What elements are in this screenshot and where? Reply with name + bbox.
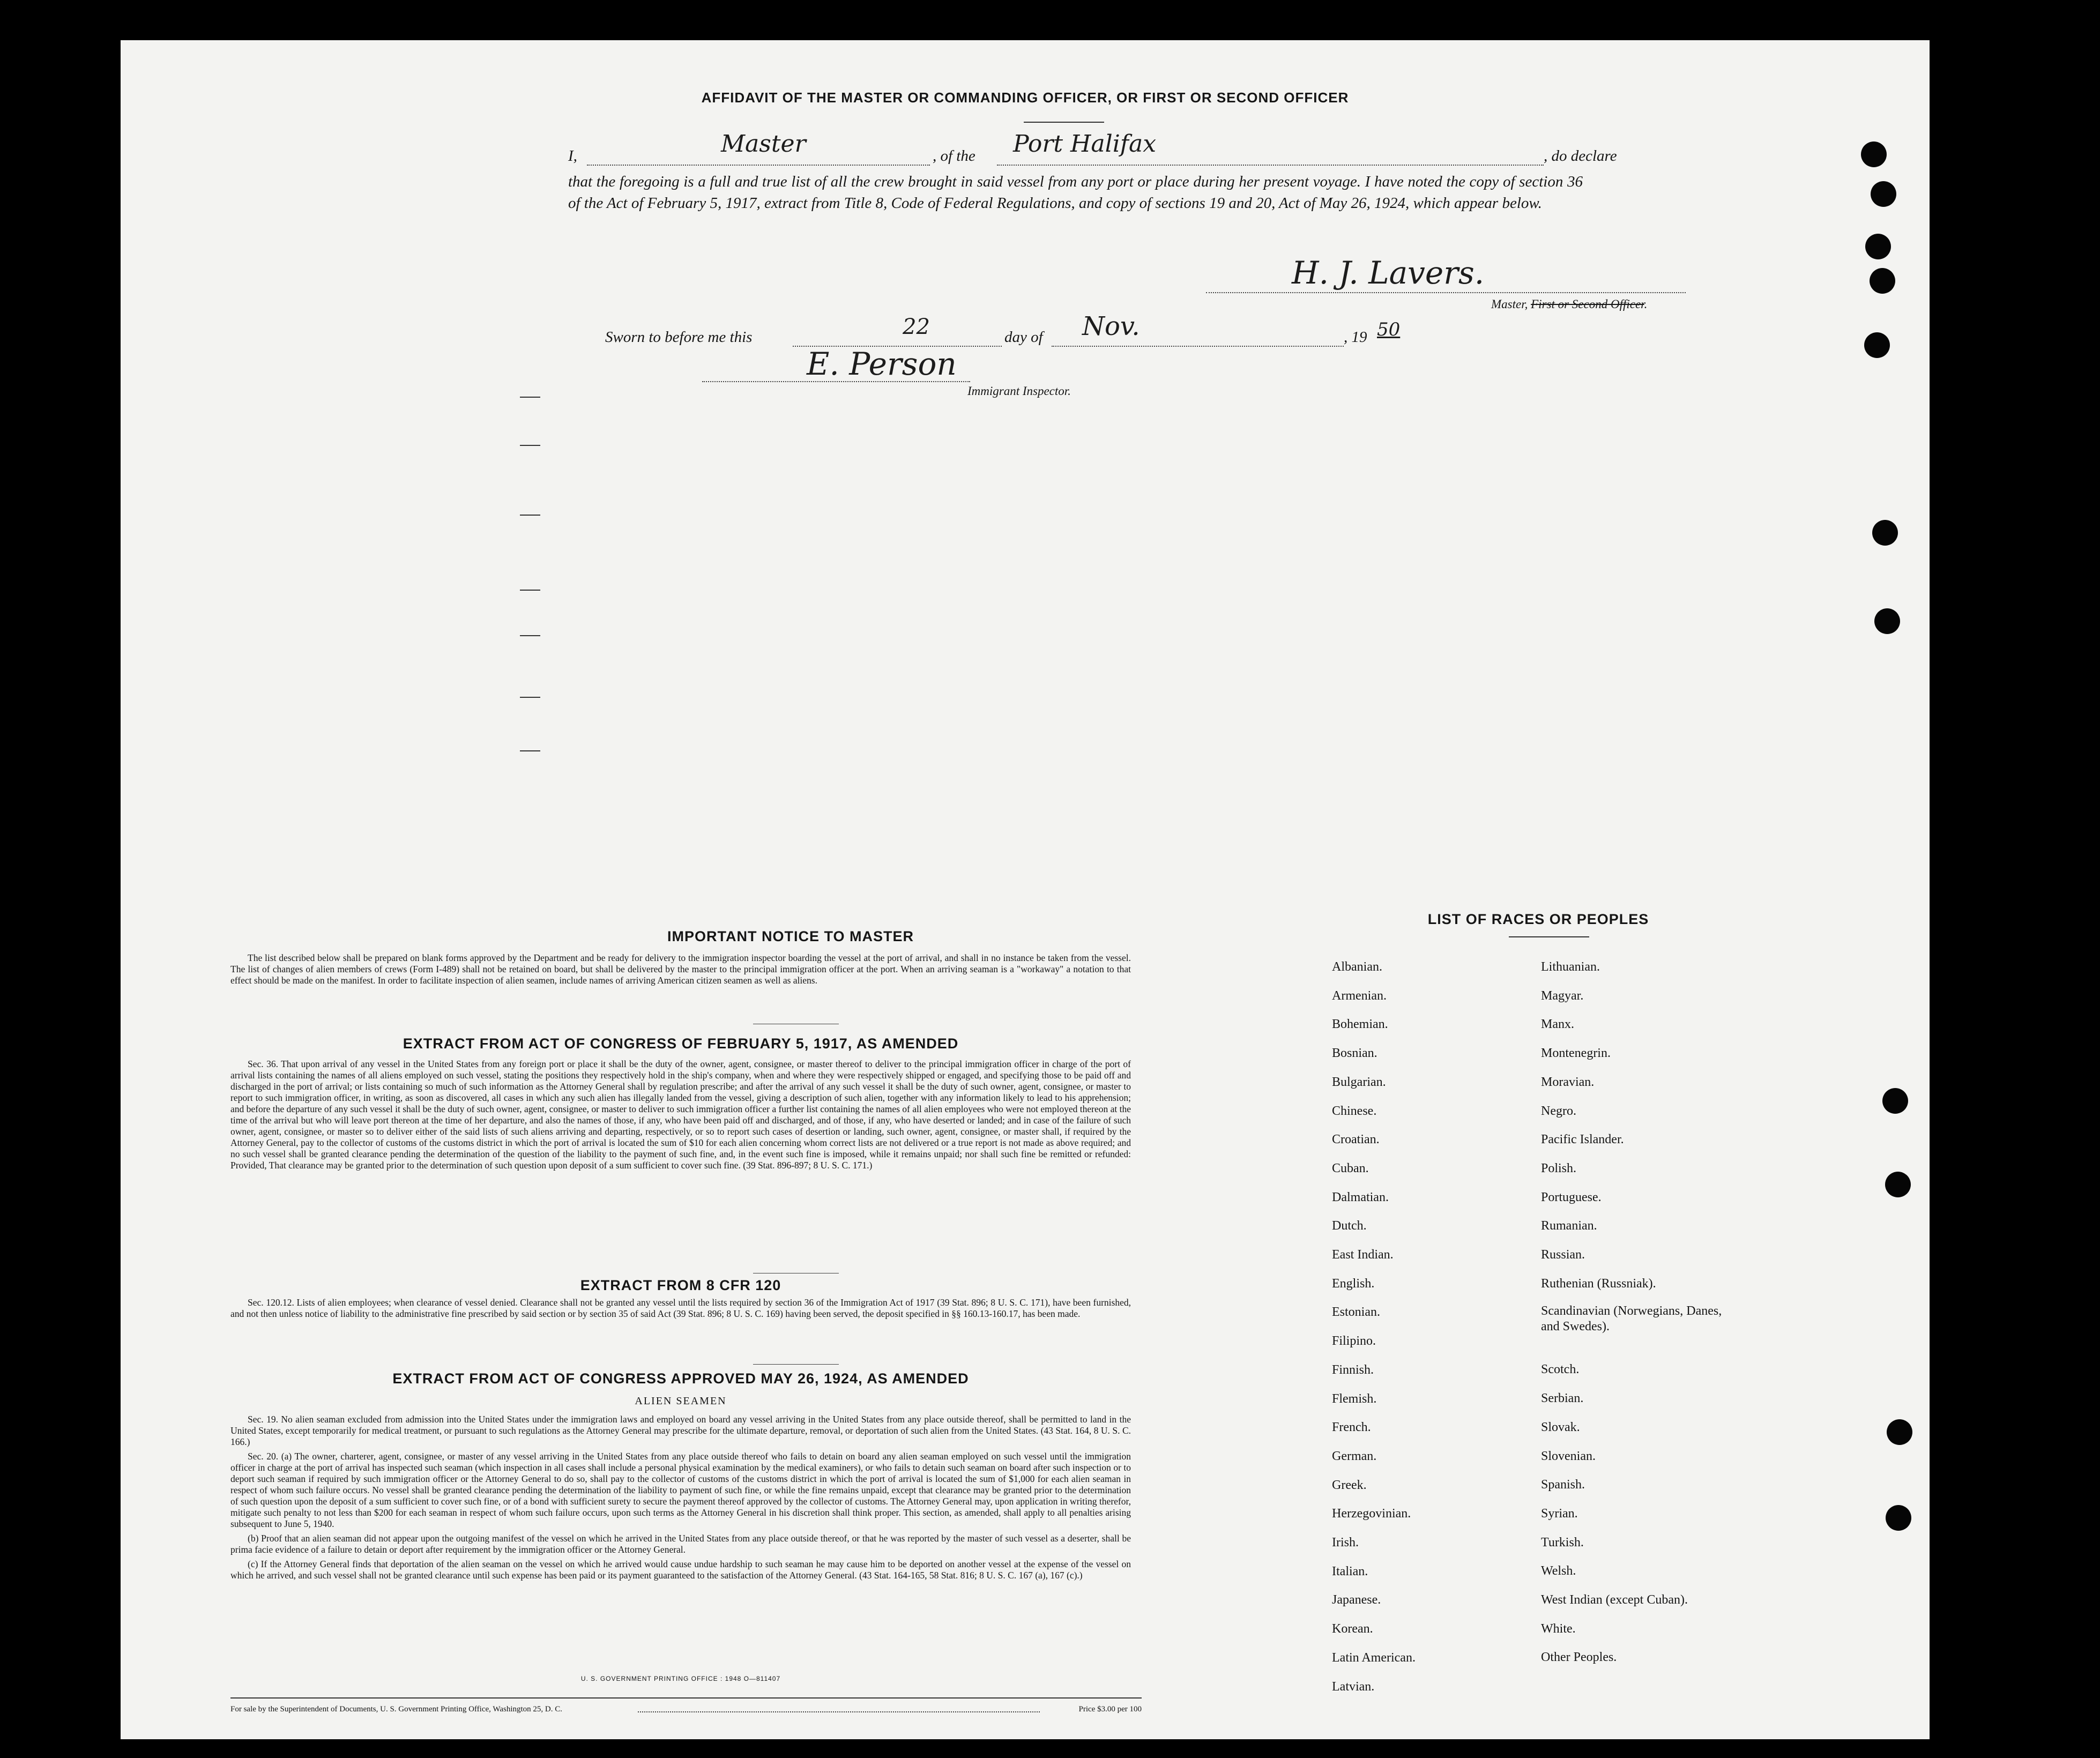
declaration-line <box>568 130 1694 170</box>
alien-seamen-subtitle: ALIEN SEAMEN <box>635 1395 727 1407</box>
master-caption: Master, First or Second Officer. <box>1491 297 1648 311</box>
race-item: Croatian. <box>1332 1133 1380 1147</box>
races-left-column <box>1332 953 1416 1701</box>
name-dots <box>587 165 930 166</box>
punch-hole <box>1874 608 1900 634</box>
races-title: LIST OF RACES OR PEOPLES <box>1427 911 1649 927</box>
race-item: Scandinavian (Norwegians, Danes, and Swedes). <box>1541 1304 1722 1334</box>
race-item: Italian. <box>1332 1564 1368 1578</box>
sec20b-body: (b) Proof that an alien seaman did not appear upon the outgoing manifest of the vessel on which he arrived in the United States from any place outside thereof, or that he was reported by the master of such vessel as a deserter, shall be prima facie evidence of a failure to detain or deport after requirement by the immigration officer or the Attorney General. <box>230 1533 1131 1555</box>
vessel-dots <box>997 165 1544 166</box>
inspector-dots <box>702 381 970 382</box>
margin-tick <box>520 750 540 751</box>
race-item: Bulgarian. <box>1332 1075 1386 1089</box>
race-item: Montenegrin. <box>1541 1046 1611 1061</box>
cfr-section <box>230 1297 1131 1323</box>
gpo-line: U. S. GOVERNMENT PRINTING OFFICE : 1948 O—811407 <box>580 1675 781 1682</box>
race-item: Dutch. <box>1332 1219 1367 1233</box>
footer-sale-text: For sale by the Superintendent of Documents, U. S. Government Printing Office, Washington 25, D. C. <box>230 1705 562 1714</box>
inspector-signature-block <box>702 346 1195 410</box>
punch-hole <box>1870 268 1895 294</box>
race-item: Moravian. <box>1541 1075 1595 1089</box>
race-item: Bohemian. <box>1332 1017 1388 1032</box>
race-item: Serbian. <box>1541 1391 1584 1406</box>
of-the-label: , of the <box>933 147 975 165</box>
vessel-name-handwriting: Port Halifax <box>1013 130 1157 158</box>
race-item: Negro. <box>1541 1104 1576 1118</box>
margin-tick <box>520 590 540 591</box>
race-item: Chinese. <box>1332 1104 1377 1118</box>
cfr-title: EXTRACT FROM 8 CFR 120 <box>580 1277 781 1293</box>
race-item: Cuban. <box>1332 1161 1369 1175</box>
race-item: East Indian. <box>1332 1248 1394 1262</box>
document-page <box>121 40 1930 1739</box>
punch-hole <box>1885 1172 1911 1197</box>
race-item: Japanese. <box>1332 1593 1381 1607</box>
notice-title: IMPORTANT NOTICE TO MASTER <box>667 928 914 944</box>
race-item: German. <box>1332 1449 1377 1463</box>
inspector-signature: E. Person <box>807 346 957 382</box>
race-item: Bosnian. <box>1332 1046 1377 1061</box>
sworn-label: Sworn to before me this <box>605 329 753 346</box>
race-item: West Indian (except Cuban). <box>1541 1593 1688 1607</box>
race-item: Irish. <box>1332 1536 1359 1550</box>
do-declare-label: , do declare <box>1544 147 1617 165</box>
inspector-caption: Immigrant Inspector. <box>967 384 1071 398</box>
affidavit-title: AFFIDAVIT OF THE MASTER OR COMMANDING OFFICER, OR FIRST OR SECOND OFFICER <box>701 90 1349 106</box>
race-item: Portuguese. <box>1541 1190 1602 1204</box>
race-item: Dalmatian. <box>1332 1190 1389 1204</box>
punch-hole <box>1872 520 1898 546</box>
sec20a-body: Sec. 20. (a) The owner, charterer, agent, consignee, or master of any vessel arriving in the United States from any place outside thereof who fails to detain on board any alien seaman employed on such vessel until the immigration officer in charge at the port of arrival has inspected such seaman (which inspection in all cases shall include a personal physical examination by the medical examiners), or who fails to detain such seaman on board after such inspection or to deport such seaman if required by such immigration officer or the Attorney General to do so, shall pay to the collector of customs of the customs district in which the port of arrival is located the sum of $1,000 for each alien seaman in respect of whom such failure occurs. No vessel shall be granted clearance pending the determination of the liability to payment of such fine, or while the fine remains unpaid, except that clearance may be granted prior to the determination of such question upon the deposit of a sum sufficient to cover such fine, or of a bond with sufficient surety to secure the payment thereof approved by the collector of customs. The Attorney General may, upon application in writing therefor, mitigate such penalty to not less than $200 for each seaman in respect of whom such failure occurs, upon such terms as the Attorney General in his discretion shall think proper. This section, as amended, shall apply to all penalties arising subsequent to June 5, 1940. <box>230 1451 1131 1529</box>
punch-hole <box>1865 234 1891 259</box>
margin-tick <box>520 635 540 636</box>
race-item: Filipino. <box>1332 1334 1376 1349</box>
declaration-body: that the foregoing is a full and true list of all the crew brought in said vessel from any port or place during her present voyage. I have noted the copy of section 36 of the Act of February 5, 1917, extract from Title 8, Code of Federal Regulations, and copy of sections 19 and 20, Act of May 26, 1924, which appear below. <box>568 173 1583 212</box>
race-item: White. <box>1541 1621 1576 1636</box>
margin-tick <box>520 697 540 698</box>
race-item: Slovak. <box>1541 1420 1580 1434</box>
extract-1924-title: EXTRACT FROM ACT OF CONGRESS APPROVED MAY 26, 1924, AS AMENDED <box>392 1370 969 1387</box>
race-item: Slovenian. <box>1541 1449 1596 1463</box>
signature-dots <box>1206 292 1686 293</box>
master-caption-text: Master, <box>1491 297 1528 311</box>
footer-dots <box>638 1711 1040 1712</box>
race-item: Estonian. <box>1332 1305 1380 1320</box>
title-rule <box>1024 122 1104 123</box>
sworn-day-handwriting: 22 <box>903 315 930 339</box>
race-item: Russian. <box>1541 1248 1585 1262</box>
race-item: Ruthenian (Russniak). <box>1541 1276 1656 1291</box>
sworn-month-handwriting: Nov. <box>1082 311 1140 341</box>
margin-tick <box>520 515 540 516</box>
extract-1924-section <box>230 1414 1131 1584</box>
race-item: Latvian. <box>1332 1679 1375 1694</box>
race-item: Polish. <box>1541 1161 1577 1175</box>
master-name-handwriting: Master <box>721 130 806 158</box>
race-item: Syrian. <box>1541 1506 1578 1521</box>
race-item: Scotch. <box>1541 1362 1580 1377</box>
race-item: Albanian. <box>1332 960 1382 974</box>
race-item: Rumanian. <box>1541 1219 1597 1233</box>
race-item: Magyar. <box>1541 988 1584 1003</box>
year-handwriting: 50 <box>1377 319 1401 340</box>
race-item: Flemish. <box>1332 1391 1377 1406</box>
margin-tick <box>520 445 540 446</box>
day-of-label: day of <box>1004 329 1043 346</box>
race-item: Latin American. <box>1332 1650 1416 1665</box>
race-item: English. <box>1332 1276 1375 1291</box>
punch-hole <box>1861 141 1887 167</box>
master-signature: H. J. Lavers. <box>1292 255 1485 291</box>
race-item: Other Peoples. <box>1541 1650 1617 1665</box>
races-rule <box>1509 936 1589 937</box>
race-item: Spanish. <box>1541 1478 1585 1492</box>
notice-section <box>230 952 1131 989</box>
race-item: Korean. <box>1332 1622 1373 1636</box>
punch-hole <box>1882 1088 1908 1114</box>
extract-1917-section <box>230 1059 1131 1174</box>
race-item: Manx. <box>1541 1017 1574 1032</box>
race-item: Lithuanian. <box>1541 960 1600 974</box>
extract-1917-title: EXTRACT FROM ACT OF CONGRESS OF FEBRUARY 5, 1917, AS AMENDED <box>403 1036 959 1052</box>
footer-rule <box>230 1697 1142 1699</box>
struck-officer-text: First or Second Officer <box>1531 297 1644 311</box>
race-item: Herzegovinian. <box>1332 1507 1411 1521</box>
races-right-column <box>1541 953 1734 1672</box>
master-signature-block <box>1206 255 1688 319</box>
sec19-body: Sec. 19. No alien seaman excluded from admission into the United States under the immigration laws and employed on board any vessel arriving in the United States from any place outside thereof, shall be permitted to land in the United States, except temporarily for medical treatment, or pursuant to such regulations as the Attorney General may prescribe for the ultimate departure, removal, or deportation of such alien from the United States. (43 Stat. 164, 8 U. S. C. 166.) <box>230 1414 1131 1447</box>
margin-tick <box>520 397 540 398</box>
race-item: Turkish. <box>1541 1535 1584 1550</box>
cfr-body: Sec. 120.12. Lists of alien employees; when clearance of vessel denied. Clearance shall not be granted any vessel until the lists required by section 36 of the Immigration Act of 1917 (39 Stat. 896; 8 U. S. C. 171), have been furnished, and not then unless notice of liability to the administrative fine prescribed by said section or by section 35 of said Act (39 Stat. 896; 8 U. S. C. 169) having been served, the deposit specified in §§ 160.13-160.17, has been made. <box>230 1297 1131 1319</box>
race-item: Pacific Islander. <box>1541 1133 1624 1147</box>
rule-cfr <box>753 1364 839 1365</box>
sec20c-body: (c) If the Attorney General finds that deportation of the alien seaman on the vessel on which he arrived would cause undue hardship to such seaman he may cause him to be deported on another vessel at the expense of the vessel on which he arrived, and such vessel shall not be granted clearance until such expense has been paid or its payment guaranteed to the satisfaction of the Attorney General. (43 Stat. 164-165, 58 Stat. 816; 8 U. S. C. 167 (a), 167 (c).) <box>230 1559 1131 1581</box>
footer-price: Price $3.00 per 100 <box>1078 1705 1142 1714</box>
punch-hole <box>1887 1419 1912 1445</box>
i-label: I, <box>568 147 577 165</box>
punch-hole <box>1886 1505 1911 1531</box>
race-item: Welsh. <box>1541 1564 1576 1578</box>
punch-hole <box>1871 181 1896 207</box>
year-prefix: , 19 <box>1344 329 1367 346</box>
notice-body: The list described below shall be prepared on blank forms approved by the Department and be ready for delivery to the immigration inspector boarding the vessel at the port of arrival, and shall in no instance be taken from the vessel. The list of changes of alien members of crews (Form I-489) shall not be retained on board, but shall be delivered by the master to the principal immigration officer at the port. When an arriving seaman is a "workaway" a notation to that effect should be made on the manifest. In order to facilitate inspection of alien seamen, include names of arriving American citizen seamen as well as aliens. <box>230 952 1131 986</box>
race-item: Greek. <box>1332 1478 1367 1492</box>
race-item: Finnish. <box>1332 1362 1374 1377</box>
race-item: Armenian. <box>1332 988 1387 1003</box>
punch-hole <box>1864 332 1890 358</box>
race-item: French. <box>1332 1420 1371 1435</box>
extract-1917-body: Sec. 36. That upon arrival of any vessel in the United States from any foreign port or place it shall be the duty of the owner, agent, consignee, or master thereof to deliver to the principal immigration officer in charge of the port of arrival lists containing the names of all aliens employed on such vessel, stating the positions they respectively hold in the ship's company, when and where they were respectively shipped or engaged, and specifying those to be paid off and discharged in the port of arrival; or lists containing so much of such information as the Attorney General shall by regulation prescribe; and after the arrival of any such vessel it shall be the duty of such owner, agent, consignee, or master to report to such immigration officer, in writing, as soon as discovered, all cases in which any such alien has illegally landed from the vessel, giving a description of such alien, together with any information likely to lead to his apprehension; and before the departure of any such vessel it shall be the duty of such owner, agent, consignee, or master to deliver to such immigration officer a further list containing the names of all alien employees who were not employed thereon at the time of the arrival but who will leave port thereon at the time of her departure, and also the names of those, if any, who have been paid off and discharged, and of those, if any, who have deserted or landed; and in case of the failure of such owner, agent, consignee, or master so to deliver either of the said lists of such aliens arriving and departing, respectively, or so to report such cases of desertion or landing, such owner, agent, consignee, or master shall, if required by the Attorney General, pay to the collector of customs of the customs district in which the port of arrival is located the sum of $10 for each alien concerning whom correct lists are not delivered or a true report is not made as above required; and no such vessel shall be granted clearance pending the determination of the question of the liability to the payment of such fine, and, in the event such fine is imposed, while it remains unpaid; nor shall such fine be remitted or refunded: Provided, That clearance may be granted prior to the determination of such question upon deposit of a sum sufficient to cover such fine. (39 Stat. 896-897; 8 U. S. C. 171.) <box>230 1059 1131 1171</box>
